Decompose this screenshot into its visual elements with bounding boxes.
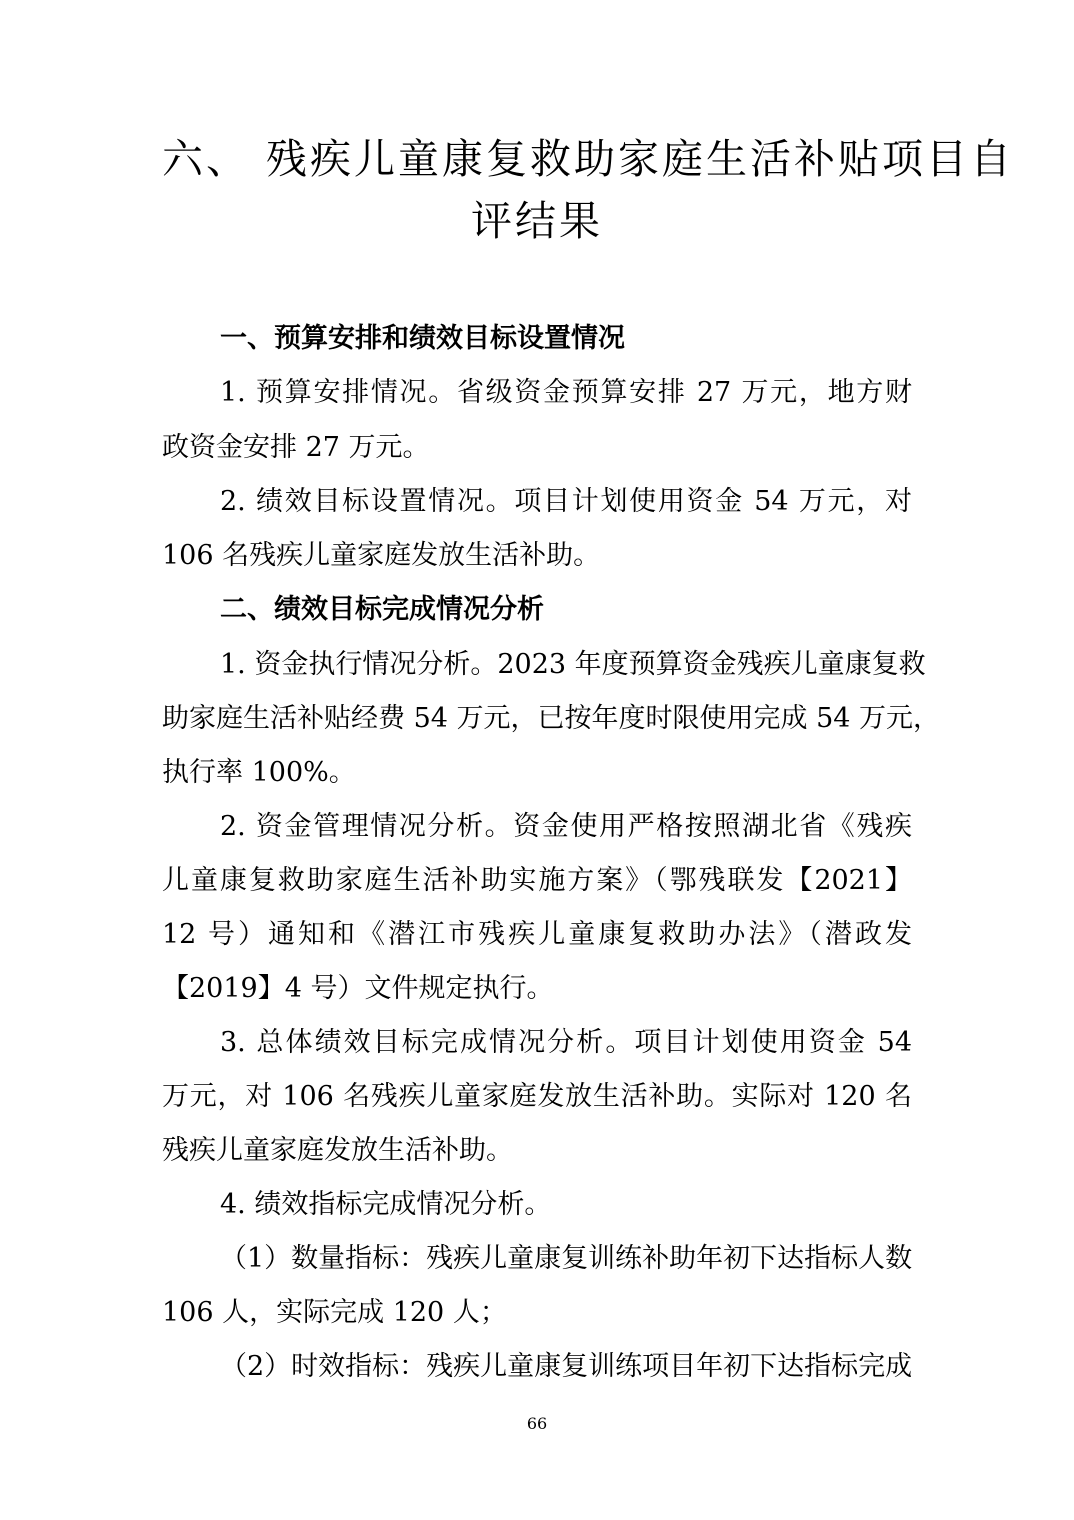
paragraph-line: 执行率 100%。 (162, 757, 356, 788)
paragraph-line: （1）数量指标：残疾儿童康复训练补助年初下达指标人数 (220, 1243, 913, 1274)
paragraph-line: 残疾儿童家庭发放生活补助。 (162, 1135, 513, 1166)
section-heading-budget: 一、预算安排和绩效目标设置情况 (220, 323, 625, 354)
paragraph-line: 12 号）通知和《潜江市残疾儿童康复救助办法》（潜政发 (162, 919, 912, 950)
paragraph-line: 万元，对 106 名残疾儿童家庭发放生活补助。实际对 120 名 (162, 1081, 912, 1112)
paragraph-line: 儿童康复救助家庭生活补助实施方案》（鄂残联发【2021】 (162, 865, 912, 896)
paragraph-line: 政资金安排 27 万元。 (162, 432, 430, 463)
paragraph-line: 助家庭生活补贴经费 54 万元，已按年度时限使用完成 54 万元， (162, 703, 941, 734)
page-title-line-2: 评结果 (471, 197, 603, 245)
paragraph-line: 4. 绩效指标完成情况分析。 (220, 1189, 552, 1220)
paragraph-line: 1. 预算安排情况。省级资金预算安排 27 万元，地方财 (220, 377, 912, 408)
paragraph-line: 2. 资金管理情况分析。资金使用严格按照湖北省《残疾 (220, 811, 912, 842)
paragraph-line: （2）时效指标：残疾儿童康复训练项目年初下达指标完成 (220, 1351, 913, 1382)
paragraph-line: 3. 总体绩效目标完成情况分析。项目计划使用资金 54 (220, 1027, 912, 1058)
paragraph-line: 1. 资金执行情况分析。2023 年度预算资金残疾儿童康复救 (220, 649, 926, 680)
paragraph-line: 106 人，实际完成 120 人； (162, 1297, 507, 1328)
section-heading-analysis: 二、绩效目标完成情况分析 (220, 594, 544, 625)
paragraph-line: 106 名残疾儿童家庭发放生活补助。 (162, 540, 601, 571)
page-title-line-1: 六、 残疾儿童康复救助家庭生活补贴项目自 (162, 135, 1015, 183)
page-number: 66 (526, 1414, 548, 1433)
paragraph-line: 【2019】4 号）文件规定执行。 (162, 973, 554, 1004)
paragraph-line: 2. 绩效目标设置情况。项目计划使用资金 54 万元，对 (220, 486, 912, 517)
